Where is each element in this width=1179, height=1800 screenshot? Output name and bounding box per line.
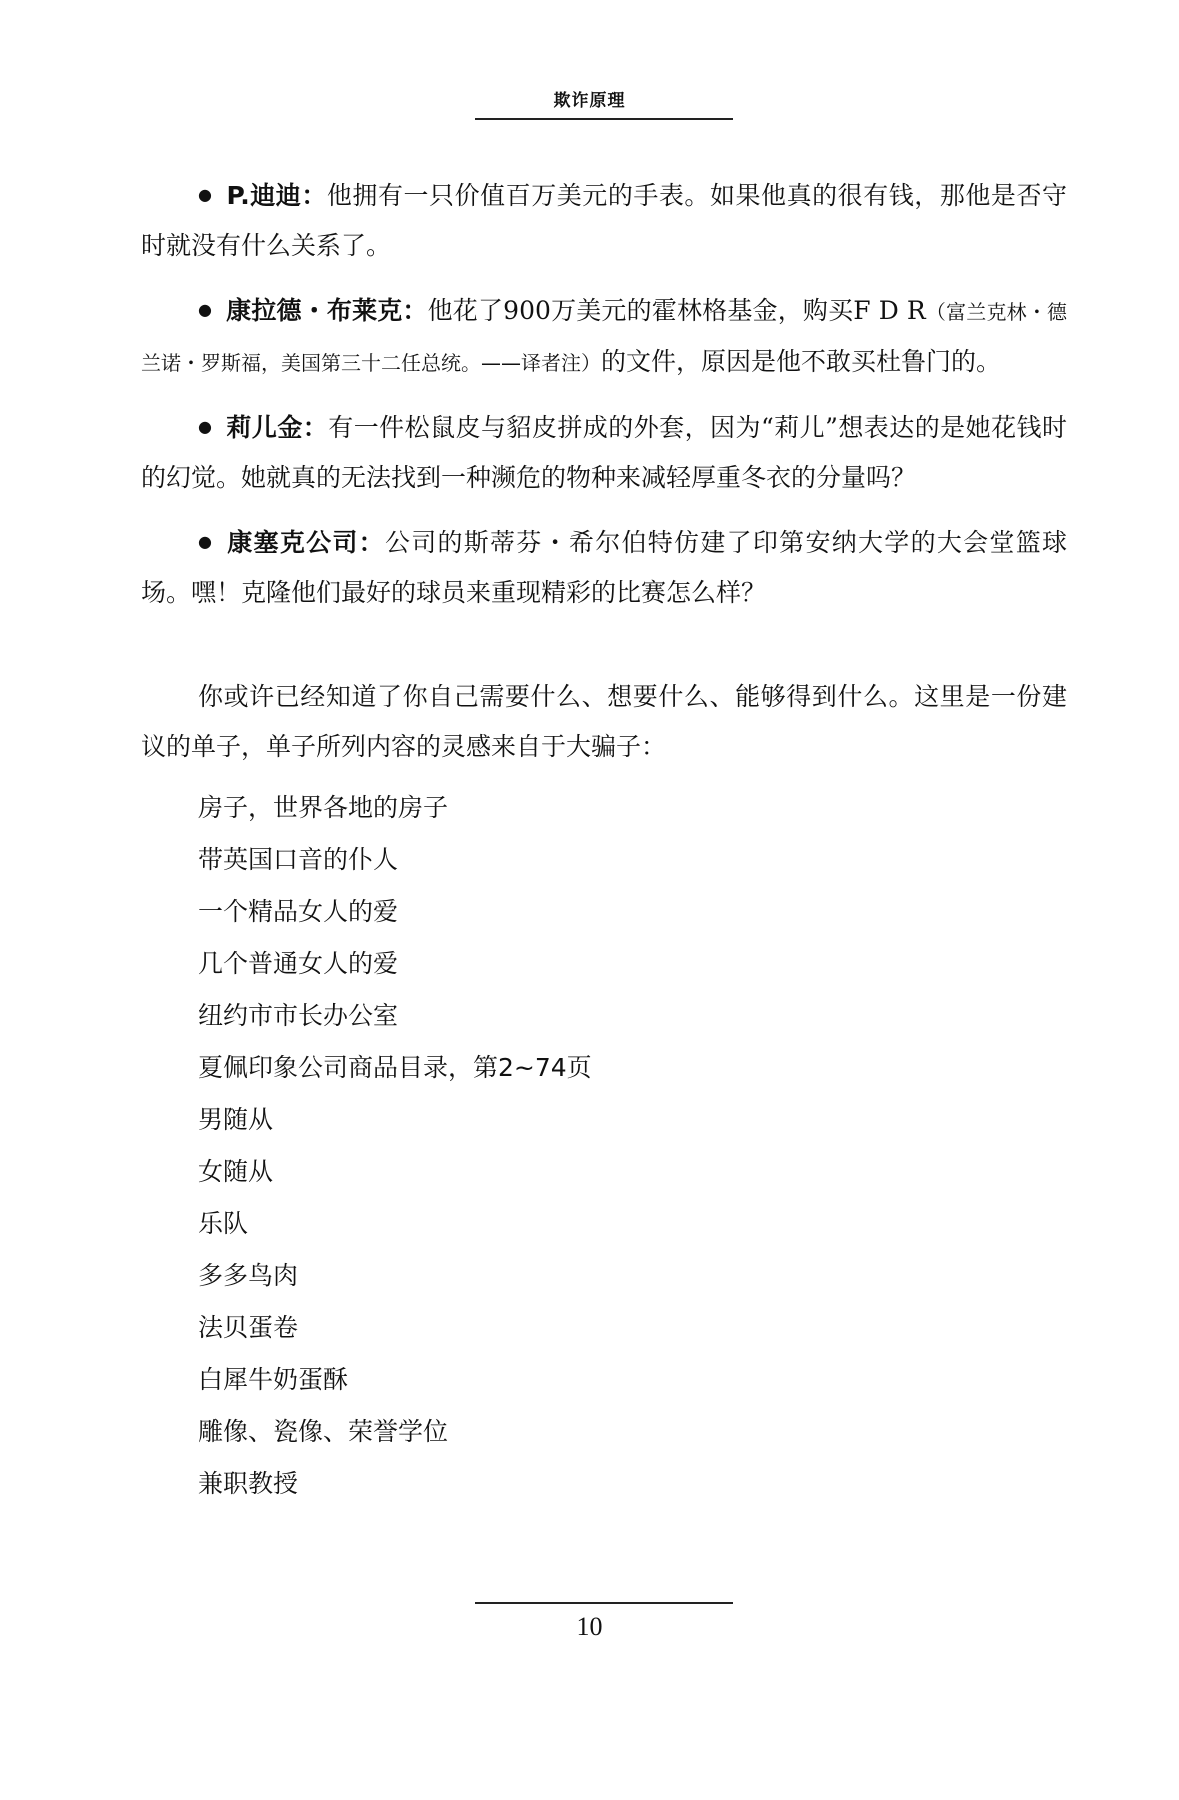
bullet-text: 他拥有一只价值百万美元的手表。如果他真的很有钱，那他是否守时就没有什么关系了。 [141, 181, 1067, 260]
bullet-dot-icon: ● [198, 532, 214, 551]
list-item: 雕像、瓷像、荣誉学位 [198, 1417, 449, 1446]
list-item: 夏佩印象公司商品目录，第2~74页 [198, 1053, 592, 1082]
footer-rule [475, 1602, 733, 1604]
bullet-item [141, 170, 1067, 271]
bullet-name: 康塞克公司： [227, 528, 385, 557]
bullet-text: 他花了900万美元的霍林格基金，购买F D R [427, 296, 926, 325]
page-number: 10 [576, 1612, 603, 1641]
list-item: 多多鸟肉 [198, 1261, 299, 1290]
bullet-name: P.迪迪： [226, 181, 327, 210]
list-item: 乐队 [198, 1209, 249, 1238]
wish-list [141, 782, 1067, 1510]
bullet-item [141, 402, 1067, 503]
header-rule [475, 118, 733, 120]
list-item: 男随从 [198, 1105, 274, 1134]
bullet-text: 有一件松鼠皮与貂皮拼成的外套，因为“莉儿”想表达的是她花钱时的幻觉。她就真的无法找到一种濒危的物种来减轻厚重冬衣的分量吗？ [141, 413, 1067, 492]
list-item: 女随从 [198, 1157, 274, 1186]
list-item: 兼职教授 [198, 1469, 299, 1498]
list-item: 房子，世界各地的房子 [198, 793, 449, 822]
running-header-title: 欺诈原理 [553, 91, 626, 111]
bullet-dot-icon: ● [198, 417, 213, 436]
intro-paragraph: 你或许已经知道了你自己需要什么、想要什么、能够得到什么。这里是一份建议的单子，单子所列内容的灵感来自于大骗子： [141, 682, 1067, 761]
bullet-text-tail: 的文件，原因是他不敢买杜鲁门的。 [601, 347, 1002, 376]
list-item: 一个精品女人的爱 [198, 897, 399, 926]
bullet-item [141, 285, 1067, 388]
list-item: 纽约市市长办公室 [198, 1001, 399, 1030]
list-item: 白犀牛奶蛋酥 [198, 1365, 349, 1394]
list-item: 几个普通女人的爱 [198, 949, 399, 978]
bullet-text: 公司的斯蒂芬・希尔伯特仿建了印第安纳大学的大会堂篮球场。嘿！克隆他们最好的球员来重现精彩的比赛怎么样？ [141, 528, 1067, 607]
translator-note: （富兰克林・德兰诺・罗斯福，美国第三十二任总统。——译者注） [141, 300, 1068, 375]
bullet-name: 莉儿金： [226, 413, 329, 442]
list-item: 法贝蛋卷 [198, 1313, 299, 1342]
bullet-name: 康拉德・布莱克： [226, 296, 428, 325]
bullet-dot-icon: ● [198, 300, 213, 319]
bullet-dot-icon: ● [198, 185, 213, 204]
bullet-item [141, 517, 1067, 618]
list-item: 带英国口音的仆人 [198, 845, 399, 874]
page-body [141, 170, 1067, 1510]
